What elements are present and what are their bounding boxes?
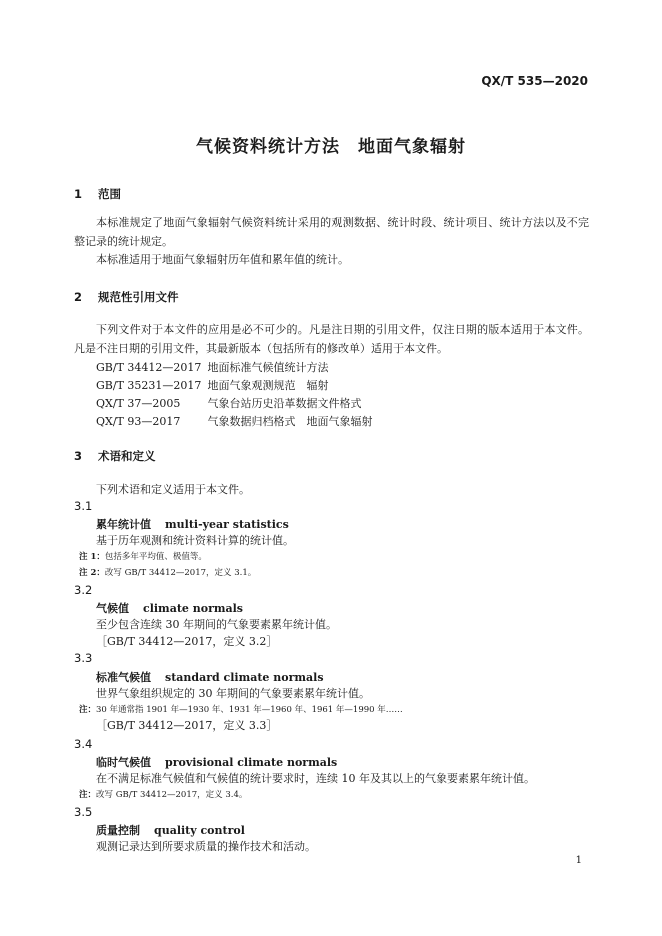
term-definition: 基于历年观测和统计资料计算的统计值。 — [96, 534, 294, 547]
note-text: 30 年通常指 1901 年—1930 年、1931 年—1960 年、1961 年—1990 年…… — [96, 705, 403, 715]
term-source: ［GB/T 34412—2017，定义 3.2］ — [96, 635, 278, 648]
section-heading — [74, 289, 179, 305]
note-label: 注： — [79, 705, 97, 715]
note-text: 改写 GB/T 34412—2017，定义 3.4。 — [96, 790, 248, 800]
reference-code: QX/T 37—2005 — [96, 397, 181, 410]
term-en: quality control — [154, 824, 245, 837]
term-en: multi-year statistics — [165, 518, 289, 531]
term-number: 3.5 — [74, 805, 93, 819]
section-number: 2 — [74, 290, 83, 304]
section-title: 术语和定义 — [98, 449, 156, 463]
section-heading — [74, 186, 121, 202]
reference-title: 地面气象观测规范 辐射 — [207, 379, 329, 392]
reference-title: 气象台站历史沿革数据文件格式 — [207, 397, 362, 410]
term-number: 3.3 — [74, 651, 93, 665]
term-note — [79, 550, 207, 562]
note-label: 注 1： — [79, 552, 105, 562]
term-en: standard climate normals — [165, 671, 324, 684]
term-number: 3.1 — [74, 499, 93, 513]
term-zh: 累年统计值 — [96, 518, 151, 531]
reference-title: 气象数据归档格式 地面气象辐射 — [207, 415, 373, 428]
term-heading — [96, 822, 245, 838]
reference-item — [96, 359, 329, 375]
section-title: 范围 — [98, 187, 122, 201]
section-number: 3 — [74, 449, 83, 463]
term-zh: 质量控制 — [96, 824, 140, 837]
term-definition: 世界气象组织规定的 30 年期间的气象要素累年统计值。 — [96, 687, 370, 700]
term-definition: 在不满足标准气候值和气候值的统计要求时，连续 10 年及其以上的气象要素累年统计值。 — [96, 772, 535, 785]
term-number: 3.2 — [74, 583, 93, 597]
note-text: 包括多年平均值、极值等。 — [104, 552, 207, 562]
normative-intro: 下列文件对于本文件的应用是必不可少的。凡是注日期的引用文件，仅注日期的版本适用于本文件。凡是不注日期的引用文件，其最新版本（包括所有的修改单）适用于本文件。 — [74, 323, 589, 355]
term-heading — [96, 754, 337, 770]
term-note — [79, 703, 403, 715]
scope-paragraph: 本标准适用于地面气象辐射历年值和累年值的统计。 — [96, 253, 349, 266]
reference-item — [96, 377, 329, 393]
reference-item — [96, 413, 373, 429]
reference-title: 地面标准气候值统计方法 — [207, 361, 329, 374]
page-title: 气候资料统计方法 地面气象辐射 — [196, 137, 466, 157]
term-definition: 至少包含连续 30 年期间的气象要素累年统计值。 — [96, 618, 337, 631]
reference-code: GB/T 34412—2017 — [96, 361, 202, 374]
terms-intro: 下列术语和定义适用于本文件。 — [96, 483, 250, 496]
term-zh: 气候值 — [96, 602, 129, 615]
term-heading — [96, 669, 324, 685]
term-note — [79, 566, 256, 578]
term-note — [79, 788, 247, 800]
section-title: 规范性引用文件 — [98, 290, 179, 304]
note-label: 注 2： — [79, 568, 105, 578]
reference-item — [96, 395, 362, 411]
term-zh: 临时气候值 — [96, 756, 151, 769]
note-label: 注： — [79, 790, 97, 800]
term-heading — [96, 516, 289, 532]
section-number: 1 — [74, 187, 83, 201]
document-code: QX/T 535—2020 — [481, 74, 588, 88]
scope-paragraph: 本标准规定了地面气象辐射气候资料统计采用的观测数据、统计时段、统计项目、统计方法以及不完整记录的统计规定。 — [74, 216, 589, 248]
note-text: 改写 GB/T 34412—2017，定义 3.1。 — [104, 568, 257, 578]
term-heading — [96, 600, 243, 616]
reference-code: GB/T 35231—2017 — [96, 379, 202, 392]
section-heading — [74, 448, 156, 464]
term-zh: 标准气候值 — [96, 671, 151, 684]
reference-code: QX/T 93—2017 — [96, 415, 181, 428]
term-en: climate normals — [143, 602, 243, 615]
term-en: provisional climate normals — [165, 756, 338, 769]
term-source: ［GB/T 34412—2017，定义 3.3］ — [96, 719, 278, 732]
page-number: 1 — [575, 855, 582, 866]
term-number: 3.4 — [74, 737, 93, 751]
term-definition: 观测记录达到所要求质量的操作技术和活动。 — [96, 840, 316, 853]
